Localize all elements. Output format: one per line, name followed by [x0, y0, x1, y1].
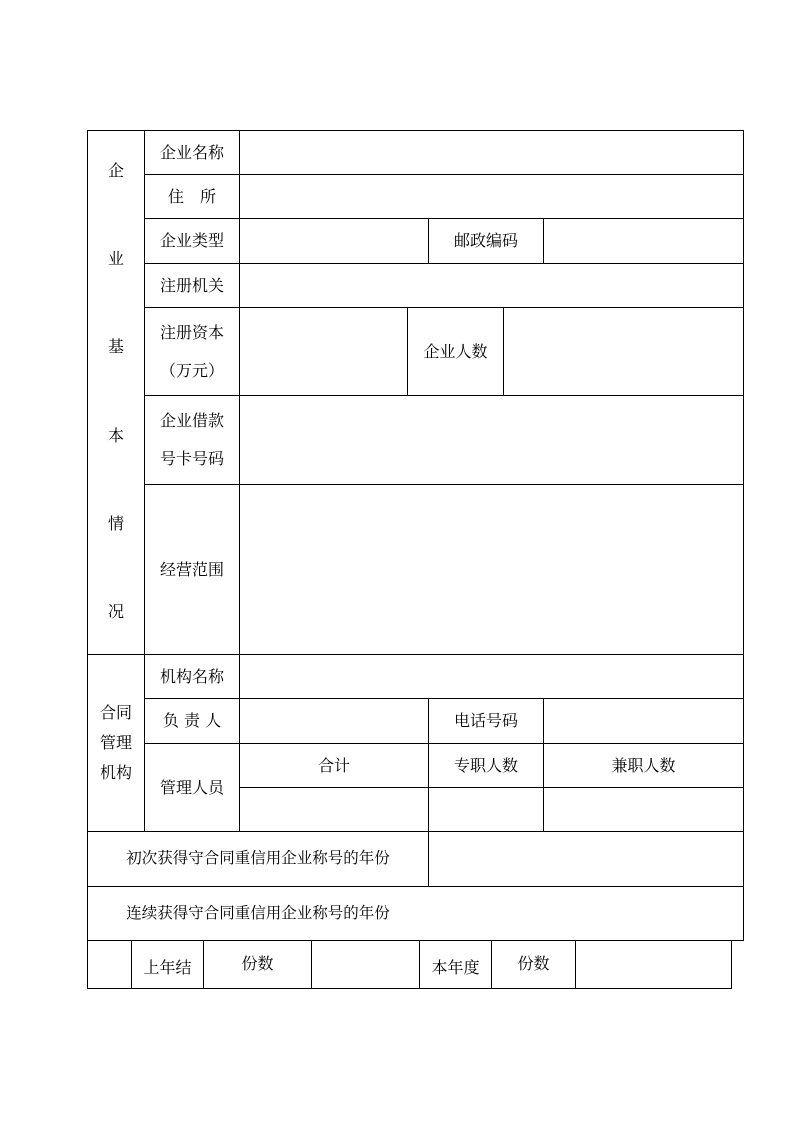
rule [87, 988, 731, 989]
enterprise-name-label: 企业名称 [159, 142, 224, 162]
continuous-award-year-field[interactable] [429, 887, 743, 940]
enterprise-type-field[interactable] [240, 219, 428, 263]
bottom-blank-cell[interactable] [88, 941, 131, 988]
address-field[interactable] [240, 175, 743, 218]
section-line: 合同 [99, 703, 132, 722]
business-scope-field[interactable] [240, 485, 743, 654]
registered-capital-field[interactable] [240, 308, 407, 395]
registry-authority-field[interactable] [240, 264, 743, 307]
section-char: 况 [107, 601, 124, 621]
loan-label-line1: 企业借款 [159, 411, 224, 430]
rule [731, 940, 732, 989]
org-name-field[interactable] [240, 655, 743, 698]
rule [743, 130, 744, 941]
section-line: 管理 [99, 733, 132, 752]
section-char: 本 [107, 425, 124, 445]
total-header: 合计 [317, 755, 350, 775]
registry-authority-label: 注册机关 [159, 275, 224, 295]
fulltime-header: 专职人数 [453, 755, 518, 775]
phone-label: 电话号码 [453, 711, 518, 730]
staff-label: 管理人员 [159, 777, 224, 797]
first-award-year-field[interactable] [429, 832, 743, 886]
parttime-header: 兼职人数 [611, 755, 676, 775]
org-name-label: 机构名称 [159, 666, 224, 686]
postal-code-label: 邮政编码 [453, 231, 518, 250]
section-char: 基 [107, 337, 124, 357]
loan-card-label [145, 396, 239, 484]
section-char: 情 [107, 513, 124, 533]
contract-org-section-label [88, 655, 144, 831]
parttime-field[interactable] [544, 788, 743, 831]
employee-count-field[interactable] [504, 308, 743, 395]
fulltime-field[interactable] [429, 788, 543, 831]
manager-field[interactable] [240, 699, 428, 743]
first-award-year-label: 初次获得守合同重信用企业称号的年份 [126, 849, 390, 868]
copies-label-2: 份数 [517, 954, 550, 973]
phone-field[interactable] [544, 699, 743, 743]
section-line: 机构 [99, 763, 132, 782]
continuous-award-year-label: 连续获得守合同重信用企业称号的年份 [126, 903, 390, 922]
loan-card-field[interactable] [240, 396, 743, 484]
total-field[interactable] [240, 788, 428, 831]
section-char: 业 [107, 249, 124, 269]
registered-capital-label [145, 308, 239, 395]
this-year-label: 本年度 [431, 958, 480, 977]
enterprise-section-label [88, 131, 144, 654]
section-char: 企 [107, 161, 124, 180]
capital-label-line1: 注册资本 [159, 322, 224, 342]
last-year-label: 上年结 [143, 958, 192, 977]
enterprise-name-field[interactable] [240, 131, 743, 174]
enterprise-type-label: 企业类型 [159, 231, 224, 250]
manager-label: 负 责 人 [162, 711, 222, 730]
employee-count-label: 企业人数 [423, 341, 488, 361]
copies-label-1: 份数 [241, 954, 274, 973]
postal-code-field[interactable] [544, 219, 743, 263]
address-label: 住 所 [167, 186, 216, 206]
this-year-copies-field[interactable] [576, 941, 731, 988]
capital-label-line2: （万元） [159, 360, 224, 380]
business-scope-label: 经营范围 [159, 559, 224, 579]
loan-label-line2: 号卡号码 [159, 449, 224, 468]
last-year-copies-field[interactable] [312, 941, 419, 988]
